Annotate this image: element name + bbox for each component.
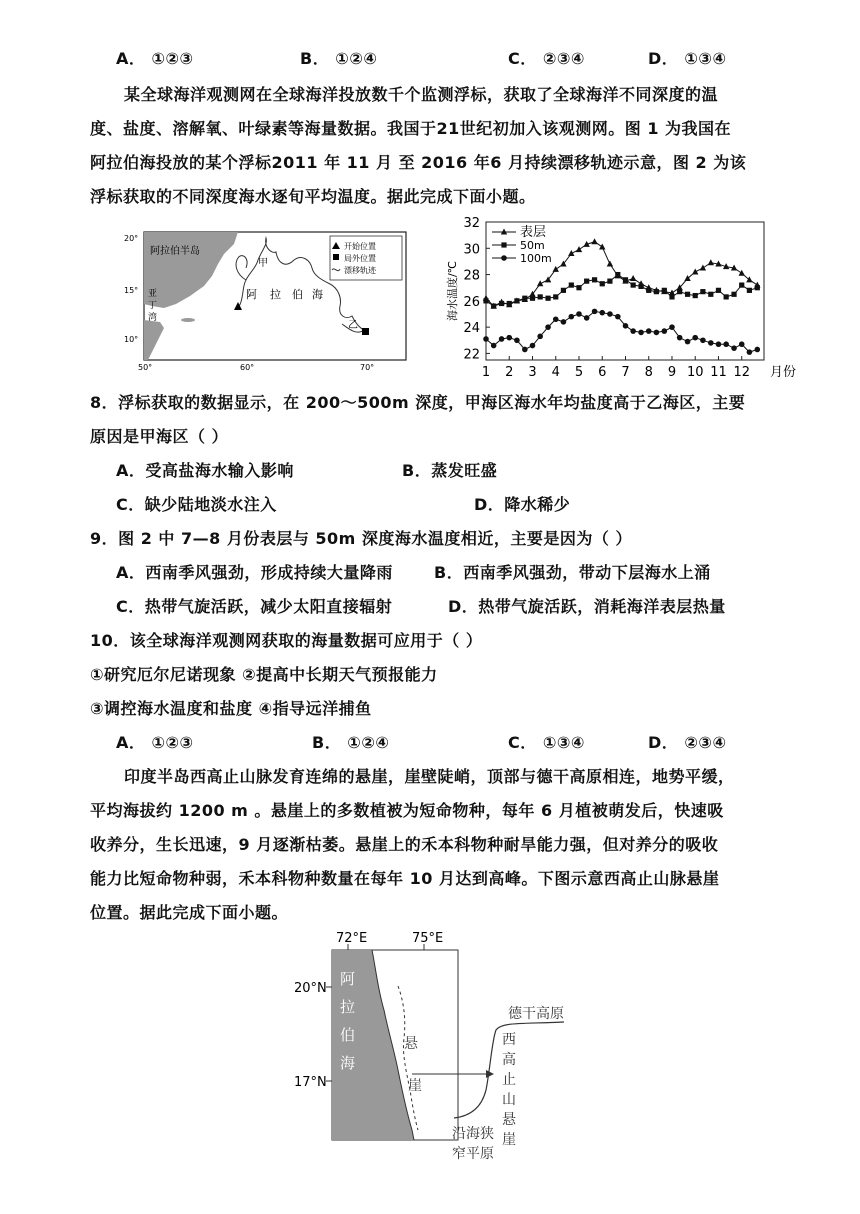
point-50m-10 bbox=[561, 288, 566, 293]
passage1-line-2: 度、盐度、溶解氧、叶绿素等海量数据。我国于21世纪初加入该观测网。图 1 为我国在 bbox=[90, 119, 732, 138]
figure1-drift-map bbox=[116, 224, 416, 374]
cliff-char-2: 崖 bbox=[408, 1078, 422, 1094]
map1-lat-10: 10° bbox=[124, 335, 139, 344]
point-100m-0 bbox=[483, 336, 489, 342]
point-表层-28 bbox=[700, 265, 706, 271]
q10-option-a[interactable]: A． ①②③ bbox=[116, 733, 194, 752]
y-tick-label-28: 28 bbox=[463, 268, 480, 284]
label-gulf-wan: 湾 bbox=[148, 313, 158, 323]
point-表层-16 bbox=[607, 261, 613, 267]
x-tick-label-10: 10 bbox=[686, 365, 704, 380]
x-tick-label-3: 3 bbox=[528, 365, 537, 380]
label-sea-a: 阿 bbox=[246, 288, 257, 301]
sea-char-3: 伯 bbox=[340, 1026, 356, 1044]
xigaozhi-char-6: 崖 bbox=[502, 1132, 516, 1148]
x-unit-label: 月份 bbox=[770, 365, 796, 380]
legend-marker-100m bbox=[501, 255, 507, 261]
map1-lat-20: 20° bbox=[124, 234, 139, 243]
point-表层-11 bbox=[568, 250, 574, 256]
x-tick-label-12: 12 bbox=[733, 365, 750, 380]
point-50m-2 bbox=[499, 301, 504, 306]
point-100m-15 bbox=[599, 310, 605, 316]
y-tick-label-26: 26 bbox=[463, 294, 480, 310]
map1-lat-15: 15° bbox=[124, 286, 139, 295]
q8-stem-line-2: 原因是甲海区（ ） bbox=[90, 427, 229, 446]
xigaozhi-char-2: 高 bbox=[502, 1052, 516, 1068]
prev-option-c[interactable]: C． ②③④ bbox=[508, 49, 585, 68]
q10-option-b[interactable]: B． ①②④ bbox=[312, 733, 390, 752]
label-gulf-ding: 丁 bbox=[148, 301, 158, 311]
q8-option-a[interactable]: A．受高盐海水输入影响 bbox=[116, 461, 294, 480]
point-100m-28 bbox=[700, 337, 706, 343]
point-表层-29 bbox=[708, 259, 714, 265]
q8-option-b[interactable]: B．蒸发旺盛 bbox=[402, 461, 498, 480]
passage1-line-4: 浮标获取的不同深度海水逐旬平均温度。据此完成下面小题。 bbox=[90, 187, 536, 206]
point-50m-0 bbox=[483, 298, 488, 303]
point-100m-13 bbox=[584, 315, 590, 321]
passage2-line-3: 收养分，生长迅速，9 月逐渐枯萎。悬崖上的禾本科物种耐旱能力强，但对养分的吸收 bbox=[90, 835, 719, 854]
passage2-line-1: 印度半岛西高止山脉发育连绵的悬崖，崖壁陡峭，顶部与德干高原相连，地势平缓， bbox=[124, 767, 735, 786]
point-50m-7 bbox=[538, 294, 543, 299]
point-100m-33 bbox=[739, 341, 745, 347]
end-position-marker bbox=[362, 328, 369, 335]
point-50m-5 bbox=[522, 296, 527, 301]
point-100m-18 bbox=[623, 323, 629, 329]
q10-items-2: ③调控海水温度和盐度 ④指导远洋捕鱼 bbox=[90, 699, 372, 718]
point-50m-23 bbox=[662, 288, 667, 293]
point-50m-18 bbox=[623, 277, 628, 282]
map2-lon-72: 72°E bbox=[336, 931, 368, 946]
map2-lon-75: 75°E bbox=[412, 931, 444, 946]
point-50m-29 bbox=[708, 292, 713, 297]
label-plain-line-1: 沿海狭 bbox=[452, 1126, 494, 1142]
point-50m-4 bbox=[514, 298, 519, 303]
sea-char-4: 海 bbox=[340, 1054, 356, 1072]
point-50m-12 bbox=[576, 285, 581, 290]
point-50m-9 bbox=[553, 294, 558, 299]
label-deccan-plateau: 德干高原 bbox=[508, 1006, 564, 1022]
point-100m-19 bbox=[630, 328, 636, 334]
map1-lon-60: 60° bbox=[240, 363, 255, 372]
point-50m-11 bbox=[569, 282, 574, 287]
legend-label-表层: 表层 bbox=[520, 225, 547, 240]
q9-option-d[interactable]: D．热带气旋活跃，消耗海洋表层热量 bbox=[448, 597, 726, 616]
xigaozhi-char-1: 西 bbox=[502, 1032, 516, 1048]
point-表层-9 bbox=[553, 266, 559, 272]
y-tick-label-22: 22 bbox=[463, 347, 480, 363]
label-gulf-ya: 亚 bbox=[148, 289, 158, 299]
point-100m-34 bbox=[747, 349, 753, 355]
figure2-temperature-chart bbox=[436, 210, 796, 380]
point-50m-3 bbox=[507, 301, 512, 306]
point-100m-24 bbox=[669, 324, 675, 330]
point-50m-19 bbox=[631, 282, 636, 287]
point-50m-13 bbox=[584, 279, 589, 284]
point-50m-25 bbox=[677, 289, 682, 294]
point-100m-23 bbox=[662, 328, 668, 334]
point-表层-15 bbox=[599, 243, 605, 249]
legend-start: 开始位置 bbox=[344, 242, 376, 251]
q9-option-c[interactable]: C．热带气旋活跃，减少太阳直接辐射 bbox=[116, 597, 393, 616]
point-100m-2 bbox=[499, 336, 505, 342]
y-tick-label-24: 24 bbox=[463, 321, 480, 337]
point-50m-14 bbox=[592, 277, 597, 282]
point-表层-12 bbox=[576, 246, 582, 252]
point-50m-34 bbox=[747, 288, 752, 293]
prev-option-d[interactable]: D． ①③④ bbox=[648, 49, 727, 68]
point-100m-12 bbox=[576, 311, 582, 317]
point-100m-6 bbox=[530, 343, 536, 349]
point-100m-25 bbox=[677, 335, 683, 341]
sea-char-1: 阿 bbox=[340, 970, 356, 988]
xigaozhi-char-4: 山 bbox=[502, 1092, 516, 1108]
q10-items-1: ①研究厄尔尼诺现象 ②提高中长期天气预报能力 bbox=[90, 665, 438, 684]
point-50m-21 bbox=[646, 288, 651, 293]
x-tick-label-8: 8 bbox=[644, 365, 653, 380]
point-50m-35 bbox=[755, 285, 760, 290]
x-tick-label-4: 4 bbox=[551, 365, 560, 380]
x-tick-label-1: 1 bbox=[481, 365, 491, 380]
point-100m-29 bbox=[708, 340, 714, 346]
arrow-head bbox=[486, 1070, 494, 1078]
label-sea-bo: 伯 bbox=[292, 288, 303, 301]
legend-label-50m: 50m bbox=[520, 239, 545, 252]
point-50m-1 bbox=[491, 304, 496, 309]
point-50m-27 bbox=[693, 293, 698, 298]
point-100m-10 bbox=[561, 319, 567, 325]
point-100m-14 bbox=[592, 309, 598, 315]
point-50m-20 bbox=[638, 284, 643, 289]
point-100m-32 bbox=[731, 345, 737, 351]
point-100m-16 bbox=[607, 311, 613, 317]
point-100m-8 bbox=[545, 324, 551, 330]
point-50m-31 bbox=[724, 294, 729, 299]
q9-option-b[interactable]: B．西南季风强劲，带动下层海水上涌 bbox=[434, 563, 711, 582]
point-50m-26 bbox=[685, 292, 690, 297]
point-100m-11 bbox=[569, 314, 575, 320]
point-50m-33 bbox=[739, 282, 744, 287]
point-50m-16 bbox=[607, 279, 612, 284]
legend-label-100m: 100m bbox=[520, 252, 552, 265]
q8-option-d[interactable]: D．降水稀少 bbox=[474, 495, 571, 514]
q8-option-c[interactable]: C．缺少陆地淡水注入 bbox=[116, 495, 277, 514]
q10-option-c[interactable]: C． ①③④ bbox=[508, 733, 585, 752]
label-arabian-peninsula: 阿拉伯半岛 bbox=[150, 246, 200, 257]
point-100m-1 bbox=[491, 343, 497, 349]
label-yi: 乙 bbox=[348, 320, 358, 331]
point-50m-17 bbox=[615, 272, 620, 277]
point-表层-33 bbox=[739, 270, 745, 276]
socotra-island bbox=[181, 318, 195, 322]
point-100m-5 bbox=[522, 347, 528, 353]
q9-stem: 9．图 2 中 7—8 月份表层与 50m 深度海水温度相近，主要是因为（ ） bbox=[90, 529, 632, 548]
prev-option-a[interactable]: A． ①②③ bbox=[116, 49, 194, 68]
label-sea-la: 拉 bbox=[270, 288, 281, 301]
point-100m-21 bbox=[646, 328, 652, 334]
prev-option-b[interactable]: B． ①②④ bbox=[300, 49, 378, 68]
y-axis-label: 海水温度/℃ bbox=[446, 260, 459, 322]
point-100m-22 bbox=[654, 330, 660, 336]
map1-lon-50: 50° bbox=[138, 363, 153, 372]
x-tick-label-5: 5 bbox=[574, 365, 584, 380]
point-表层-14 bbox=[591, 238, 597, 244]
point-表层-7 bbox=[537, 280, 543, 286]
point-50m-22 bbox=[654, 289, 659, 294]
legend-marker-50m bbox=[501, 242, 506, 247]
label-sea-hai: 海 bbox=[312, 288, 323, 301]
x-tick-label-11: 11 bbox=[710, 365, 727, 380]
y-tick-label-32: 32 bbox=[463, 216, 480, 231]
label-plain-line-2: 窄平原 bbox=[452, 1146, 494, 1162]
point-50m-32 bbox=[731, 292, 736, 297]
point-100m-31 bbox=[723, 341, 729, 347]
map1-lon-70: 70° bbox=[360, 363, 375, 372]
point-100m-35 bbox=[755, 347, 761, 353]
q9-option-a[interactable]: A．西南季风强劲，形成持续大量降雨 bbox=[116, 563, 393, 582]
x-tick-label-2: 2 bbox=[505, 365, 514, 380]
point-50m-8 bbox=[545, 296, 550, 301]
point-100m-3 bbox=[506, 335, 512, 341]
q10-stem: 10．该全球海洋观测网获取的海量数据可应用于（ ） bbox=[90, 631, 483, 650]
x-tick-label-9: 9 bbox=[667, 365, 677, 380]
figure3-western-ghats-map bbox=[290, 930, 590, 1170]
point-100m-17 bbox=[615, 314, 621, 320]
passage2-line-2: 平均海拔约 1200 m 。悬崖上的多数植被为短命物种，每年 6 月植被萌发后，快速吸 bbox=[90, 801, 724, 820]
point-100m-4 bbox=[514, 337, 520, 343]
legend-outside: 局外位置 bbox=[344, 254, 376, 263]
point-100m-26 bbox=[685, 339, 691, 345]
passage1-line-1: 某全球海洋观测网在全球海洋投放数千个监测浮标，获取了全球海洋不同深度的温 bbox=[124, 85, 719, 104]
passage1-line-3: 阿拉伯海投放的某个浮标2011 年 11 月 至 2016 年6 月持续漂移轨迹示意，图 2 为该 bbox=[90, 153, 747, 172]
xigaozhi-char-3: 止 bbox=[502, 1072, 516, 1088]
passage2-line-4: 能力比短命物种弱，禾本科物种数量在每年 10 月达到高峰。下图示意西高止山脉悬崖 bbox=[90, 869, 720, 888]
y-tick-label-30: 30 bbox=[463, 242, 480, 258]
legend-track: 漂移轨迹 bbox=[344, 266, 376, 275]
point-100m-27 bbox=[692, 335, 698, 341]
label-jia: 甲 bbox=[258, 258, 268, 269]
sea-char-2: 拉 bbox=[340, 998, 356, 1016]
point-表层-27 bbox=[692, 268, 698, 274]
point-50m-24 bbox=[669, 294, 674, 299]
point-表层-26 bbox=[684, 275, 690, 281]
x-tick-label-7: 7 bbox=[621, 365, 630, 380]
point-100m-7 bbox=[537, 334, 543, 340]
map2-lat-20: 20°N bbox=[294, 981, 327, 996]
map2-lat-17: 17°N bbox=[294, 1075, 327, 1090]
point-50m-6 bbox=[530, 296, 535, 301]
point-50m-28 bbox=[700, 289, 705, 294]
point-50m-30 bbox=[716, 288, 721, 293]
x-tick-label-6: 6 bbox=[598, 365, 607, 380]
point-100m-9 bbox=[553, 316, 559, 322]
point-100m-20 bbox=[638, 330, 644, 336]
q10-option-d[interactable]: D． ②③④ bbox=[648, 733, 727, 752]
cliff-char-1: 悬 bbox=[404, 1036, 418, 1052]
q8-stem-line-1: 8．浮标获取的数据显示，在 200～500m 深度，甲海区海水年均盐度高于乙海区，主要 bbox=[90, 393, 746, 412]
xigaozhi-char-5: 悬 bbox=[502, 1112, 516, 1128]
point-表层-19 bbox=[630, 275, 636, 281]
point-表层-34 bbox=[746, 276, 752, 282]
passage2-line-5: 位置。据此完成下面小题。 bbox=[90, 903, 289, 922]
point-50m-15 bbox=[600, 281, 605, 286]
point-100m-30 bbox=[716, 341, 722, 347]
